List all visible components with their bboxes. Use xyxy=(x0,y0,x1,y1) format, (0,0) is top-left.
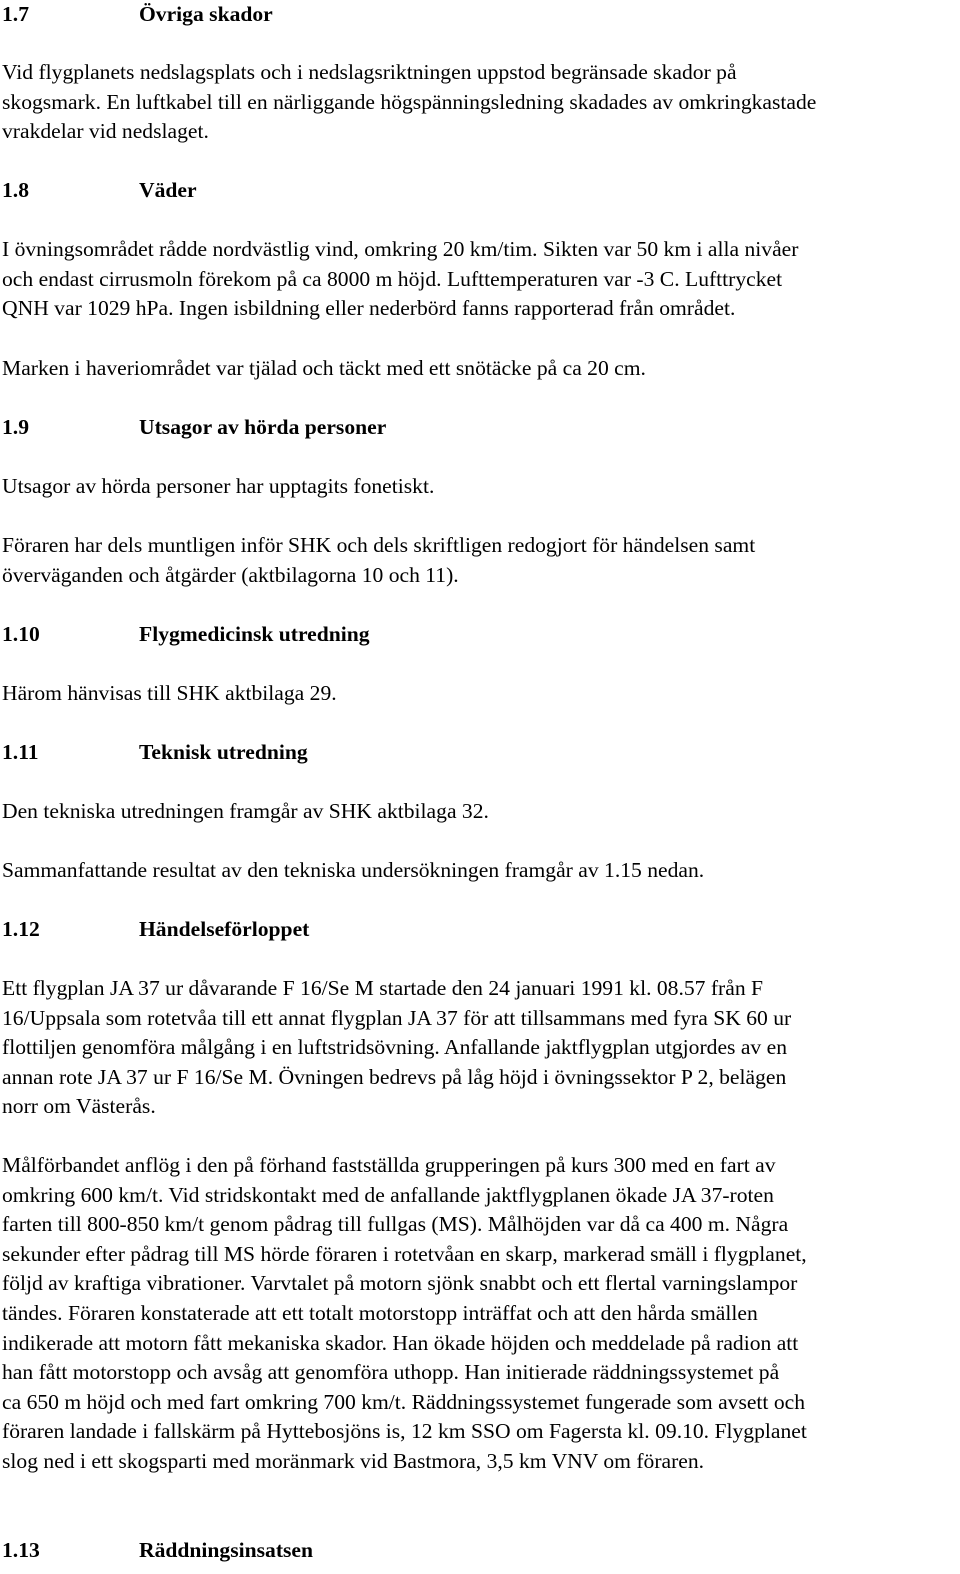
text-line: norr om Västerås. xyxy=(2,1094,156,1119)
text-line: annan rote JA 37 ur F 16/Se M. Övningen bedrevs på låg höjd i övningssektor P 2, belägen xyxy=(2,1064,787,1089)
text-line: överväganden och åtgärder (aktbilagorna 10 och 11). xyxy=(2,562,459,587)
section-heading-1-7 xyxy=(2,0,958,30)
paragraph xyxy=(2,354,958,384)
text-line: 16/Uppsala som rotetvåa till ett annat flygplan JA 37 för att tillsammans med fyra SK 60 ur xyxy=(2,1005,792,1030)
text-line: Härom hänvisas till SHK aktbilaga 29. xyxy=(2,681,337,705)
section-number: 1.10 xyxy=(2,622,40,646)
text-line: I övningsområdet rådde nordvästlig vind, omkring 20 km/tim. Sikten var 50 km i alla nivåer xyxy=(2,237,799,261)
text-line: Föraren har dels muntligen inför SHK och dels skriftligen redogjort för händelsen samt xyxy=(2,533,756,557)
paragraph xyxy=(2,1151,958,1477)
section-title: Övriga skador xyxy=(139,2,273,26)
section-title: Flygmedicinsk utredning xyxy=(139,622,370,646)
section-heading-1-11 xyxy=(2,738,958,768)
text-line: omkring 600 km/t. Vid stridskontakt med de anfallande jaktflygplanen ökade JA 37-roten xyxy=(2,1182,774,1207)
text-line: skogsmark. En luftkabel till en närliggande högspänningsledning skadades av omkringkastade xyxy=(2,89,817,114)
section-title: Händelseförloppet xyxy=(139,917,310,941)
paragraph xyxy=(2,679,958,709)
text-line: slog ned i ett skogsparti med moränmark vid Bastmora, 3,5 km VNV om föraren. xyxy=(2,1448,705,1473)
text-line: vrakdelar vid nedslaget. xyxy=(2,119,209,144)
text-line: Den tekniska utredningen framgår av SHK aktbilaga 32. xyxy=(2,799,489,823)
text-line: sekunder efter pådrag till MS hörde föraren i rotetvåan en skarp, markerad smäll i flygplanet, xyxy=(2,1241,807,1266)
section-title: Räddningsinsatsen xyxy=(139,1538,314,1562)
text-line: Ett flygplan JA 37 ur dåvarande F 16/Se M startade den 24 januari 1991 kl. 08.57 från F xyxy=(2,976,764,1000)
paragraph xyxy=(2,974,958,1122)
text-line: föraren landade i fallskärm på Hyttebosjöns is, 12 km SSO om Fagersta kl. 09.10. Flygplanet xyxy=(2,1419,807,1444)
section-number: 1.8 xyxy=(2,178,29,202)
text-line: Vid flygplanets nedslagsplats och i nedslagsriktningen uppstod begränsade skador på xyxy=(2,60,737,84)
section-number: 1.7 xyxy=(2,2,29,26)
text-line: Marken i haveriområdet var tjälad och täckt med ett snötäcke på ca 20 cm. xyxy=(2,356,646,380)
section-heading-1-10 xyxy=(2,620,958,650)
section-title: Utsagor av hörda personer xyxy=(139,415,387,439)
paragraph xyxy=(2,531,958,590)
section-heading-1-8 xyxy=(2,176,958,206)
section-number: 1.9 xyxy=(2,415,29,439)
section-title: Teknisk utredning xyxy=(139,740,308,764)
text-line: farten till 800-850 km/t genom pådrag till fullgas (MS). Målhöjden var då ca 400 m. Några xyxy=(2,1212,789,1237)
paragraph xyxy=(2,58,958,147)
paragraph xyxy=(2,797,958,827)
paragraph xyxy=(2,472,958,502)
text-line: indikerade att motorn fått mekaniska skador. Han ökade höjden och meddelade på radion att xyxy=(2,1330,799,1355)
section-number: 1.13 xyxy=(2,1538,40,1562)
text-line: Utsagor av hörda personer har upptagits fonetiskt. xyxy=(2,474,435,498)
text-line: tändes. Föraren konstaterade att ett totalt motorstopp inträffat och att den hårda smällen xyxy=(2,1300,758,1325)
paragraph xyxy=(2,235,958,324)
text-line: han fått motorstopp och avsåg att genomföra uthopp. Han initierade räddningssystemet på xyxy=(2,1360,780,1385)
paragraph xyxy=(2,856,958,886)
section-heading-1-13 xyxy=(2,1536,958,1566)
section-number: 1.12 xyxy=(2,917,40,941)
text-line: flottiljen genomföra målgång i en luftstridsövning. Anfallande jaktflygplan utgjordes av en xyxy=(2,1035,787,1060)
section-title: Väder xyxy=(139,178,197,202)
text-line: och endast cirrusmoln förekom på ca 8000 m höjd. Lufttemperaturen var -3 C. Lufttrycket xyxy=(2,266,783,291)
section-number: 1.11 xyxy=(2,740,39,764)
text-line: QNH var 1029 hPa. Ingen isbildning eller nederbörd fanns rapporterad från området. xyxy=(2,296,736,321)
section-heading-1-9 xyxy=(2,413,958,443)
text-line: ca 650 m höjd och med fart omkring 700 km/t. Räddningssystemet fungerade som avsett och xyxy=(2,1389,806,1414)
text-line: Sammanfattande resultat av den tekniska undersökningen framgår av 1.15 nedan. xyxy=(2,858,705,882)
text-line: följd av kraftiga vibrationer. Varvtalet på motorn sjönk snabbt och ett flertal varningslampor xyxy=(2,1271,798,1296)
text-line: Målförbandet anflög i den på förhand fastställda grupperingen på kurs 300 med en fart av xyxy=(2,1153,776,1177)
section-heading-1-12 xyxy=(2,915,958,945)
